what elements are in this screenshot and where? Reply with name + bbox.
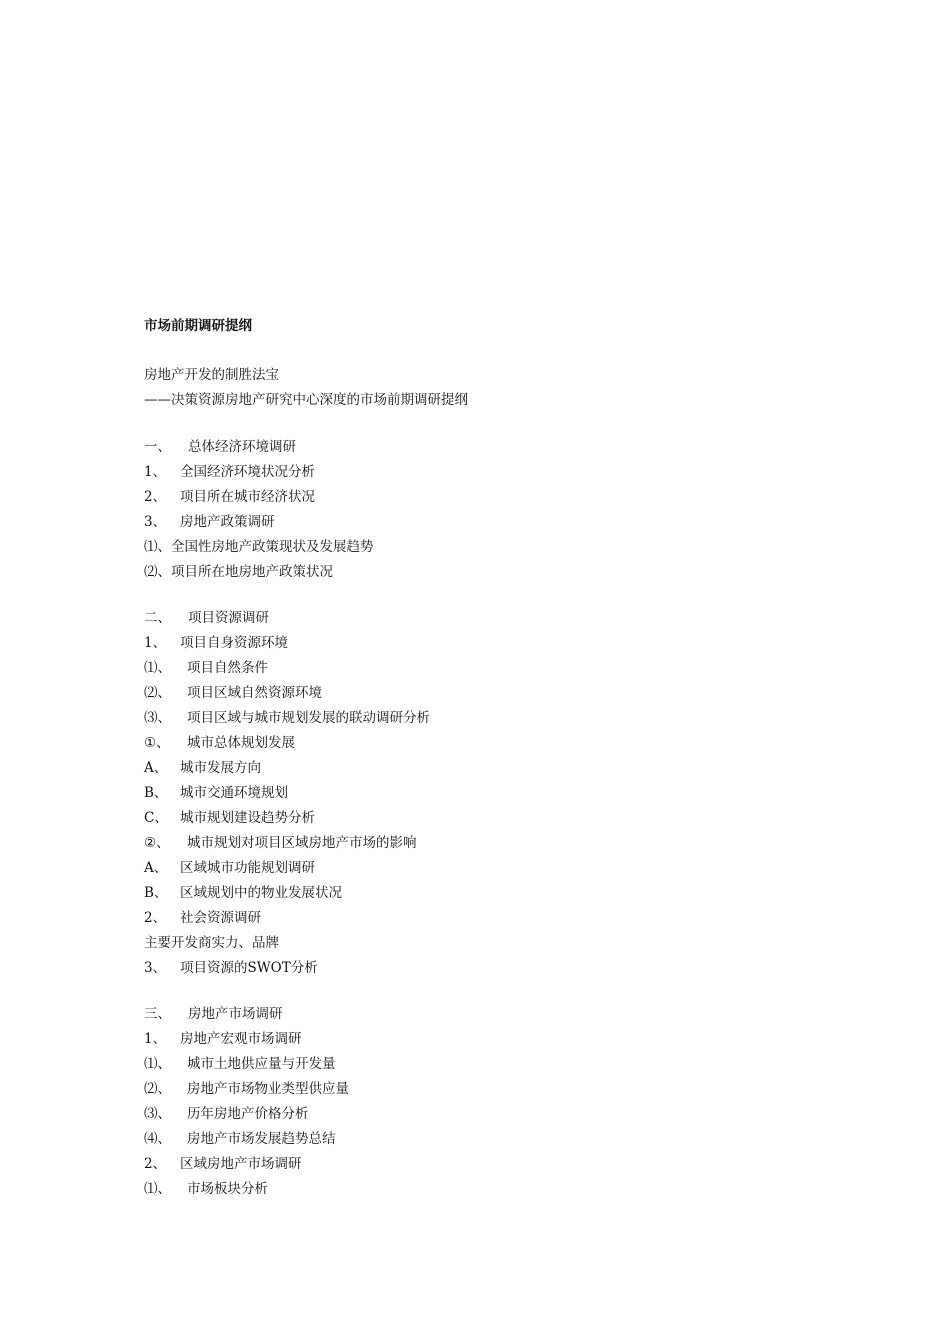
outline-item — [144, 634, 288, 652]
item-text: 项目区域自然资源环境 — [187, 685, 322, 701]
item-marker: A、 — [144, 760, 168, 776]
outline-item — [144, 884, 342, 902]
outline-item — [144, 859, 315, 877]
outline-item — [144, 934, 279, 952]
outline-item — [144, 759, 261, 777]
outline-item — [144, 709, 430, 727]
item-marker: ⑵、 — [144, 1081, 171, 1097]
outline-item — [144, 909, 261, 927]
item-marker: 1、 — [144, 635, 167, 651]
section-marker: 二、 — [144, 610, 171, 626]
item-text: 社会资源调研 — [180, 910, 261, 926]
outline-item — [144, 659, 268, 677]
outline-item — [144, 1105, 309, 1123]
item-text: 项目资源的SWOT分析 — [180, 960, 318, 976]
outline-item — [144, 1080, 349, 1098]
subtitle-line-1: 房地产开发的制胜法宝 — [144, 367, 279, 383]
outline-item — [144, 834, 417, 852]
outline-item — [144, 538, 374, 556]
section-marker: 三、 — [144, 1006, 171, 1022]
item-marker: ①、 — [144, 735, 170, 751]
item-marker: ⑴、 — [144, 539, 171, 555]
outline-item — [144, 1130, 336, 1148]
item-text: 区域房地产市场调研 — [180, 1156, 302, 1172]
item-marker: ⑴、 — [144, 1181, 171, 1197]
item-marker: 2、 — [144, 910, 167, 926]
outline-item — [144, 959, 318, 977]
item-marker: B、 — [144, 885, 168, 901]
subtitle-line-2: ——决策资源房地产研究中心深度的市场前期调研提纲 — [144, 392, 468, 408]
item-marker: ⑷、 — [144, 1131, 171, 1147]
item-text: 房地产宏观市场调研 — [180, 1031, 302, 1047]
outline-item — [144, 784, 288, 802]
item-text: 城市规划建设趋势分析 — [180, 810, 315, 826]
item-marker: ②、 — [144, 835, 170, 851]
item-text: 城市总体规划发展 — [187, 735, 295, 751]
item-marker: B、 — [144, 785, 168, 801]
outline-item — [144, 809, 315, 827]
item-text: 房地产市场物业类型供应量 — [187, 1081, 349, 1097]
outline-item — [144, 563, 333, 581]
item-text: 全国经济环境状况分析 — [180, 464, 315, 480]
item-text: 项目所在城市经济状况 — [180, 489, 315, 505]
item-text: 城市规划对项目区域房地产市场的影响 — [187, 835, 417, 851]
item-text: 历年房地产价格分析 — [187, 1106, 309, 1122]
section-heading — [144, 438, 296, 456]
item-marker: ⑶、 — [144, 710, 171, 726]
document-title: 市场前期调研提纲 — [144, 318, 252, 334]
section-heading — [144, 609, 269, 627]
item-text: 项目所在地房地产政策状况 — [171, 564, 333, 580]
item-marker: ⑵、 — [144, 685, 171, 701]
item-text: 全国性房地产政策现状及发展趋势 — [171, 539, 374, 555]
item-text: 主要开发商实力、品牌 — [144, 935, 279, 951]
item-text: 区域规划中的物业发展状况 — [180, 885, 342, 901]
outline-item — [144, 1155, 302, 1173]
item-text: 市场板块分析 — [187, 1181, 268, 1197]
section-heading-text: 房地产市场调研 — [188, 1006, 283, 1022]
item-text: 项目区域与城市规划发展的联动调研分析 — [187, 710, 430, 726]
item-marker: 2、 — [144, 1156, 167, 1172]
item-marker: 1、 — [144, 464, 167, 480]
outline-item — [144, 734, 295, 752]
item-text: 项目自然条件 — [187, 660, 268, 676]
item-marker: A、 — [144, 860, 168, 876]
section-heading-text: 总体经济环境调研 — [188, 439, 296, 455]
item-text: 区域城市功能规划调研 — [180, 860, 315, 876]
item-text: 城市土地供应量与开发量 — [187, 1056, 336, 1072]
item-marker: 2、 — [144, 489, 167, 505]
outline-item — [144, 463, 315, 481]
outline-item — [144, 1055, 336, 1073]
item-marker: 3、 — [144, 514, 167, 530]
item-text: 房地产市场发展趋势总结 — [187, 1131, 336, 1147]
outline-item — [144, 1030, 302, 1048]
item-marker: C、 — [144, 810, 168, 826]
section-marker: 一、 — [144, 439, 171, 455]
item-marker: ⑴、 — [144, 660, 171, 676]
item-marker: ⑴、 — [144, 1056, 171, 1072]
item-marker: 1、 — [144, 1031, 167, 1047]
outline-item — [144, 488, 315, 506]
outline-item — [144, 513, 275, 531]
item-text: 城市发展方向 — [180, 760, 261, 776]
section-heading — [144, 1005, 283, 1023]
item-text: 城市交通环境规划 — [180, 785, 288, 801]
outline-item — [144, 1180, 268, 1198]
item-marker: ⑶、 — [144, 1106, 171, 1122]
section-heading-text: 项目资源调研 — [188, 610, 269, 626]
outline-item — [144, 684, 322, 702]
item-marker: 3、 — [144, 960, 167, 976]
item-text: 房地产政策调研 — [180, 514, 275, 530]
item-text: 项目自身资源环境 — [180, 635, 288, 651]
item-marker: ⑵、 — [144, 564, 171, 580]
